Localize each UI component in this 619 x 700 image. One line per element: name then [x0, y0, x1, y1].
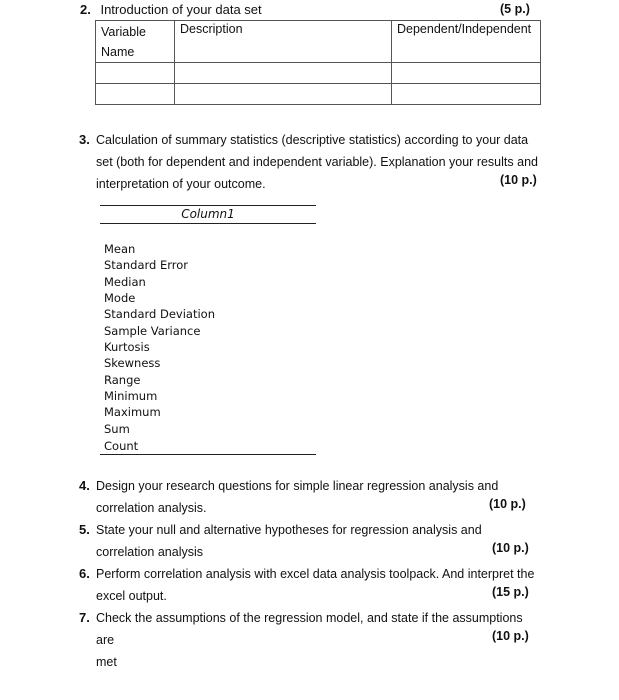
q2-heading	[80, 2, 262, 17]
stat-label-mode: Mode	[104, 291, 136, 305]
stats-bottom-rule	[100, 454, 316, 455]
q6-points: (15 p.)	[492, 585, 529, 599]
table-header-row	[96, 21, 541, 63]
table-cell[interactable]	[96, 63, 175, 84]
q7-line: met	[96, 655, 117, 669]
q4-text	[96, 475, 541, 519]
stats-column-header: Column1	[181, 207, 235, 221]
q4-line: Design your research questions for simple linear regression analysis and	[96, 479, 499, 493]
q6-number: 6.	[79, 566, 90, 581]
q3-text	[96, 129, 541, 195]
q5-line: correlation analysis	[96, 545, 203, 559]
variable-table	[95, 20, 541, 105]
stat-label-minimum: Minimum	[104, 389, 158, 403]
q3-line: set (both for dependent and independent variable). Explanation your results and	[96, 155, 538, 169]
stat-label-sum: Sum	[104, 422, 130, 436]
table-row	[96, 63, 541, 84]
q5-text	[96, 519, 541, 563]
q3-number: 3.	[79, 132, 90, 147]
q3-line: Calculation of summary statistics (descriptive statistics) according to your data	[96, 133, 529, 147]
q7-number: 7.	[79, 610, 90, 625]
q5-number: 5.	[79, 522, 90, 537]
stat-label-maximum: Maximum	[104, 405, 161, 419]
header-description: Description	[175, 21, 392, 63]
q2-title: Introduction of your data set	[100, 2, 262, 17]
q5-line: State your null and alternative hypotheses for regression analysis and	[96, 523, 482, 537]
stat-label-sample-variance: Sample Variance	[104, 324, 201, 338]
q3-line: interpretation of your outcome.	[96, 177, 266, 191]
q4-points: (10 p.)	[489, 497, 526, 511]
stats-header-rule	[100, 223, 316, 224]
q2-points: (5 p.)	[500, 2, 530, 16]
q6-line: excel output.	[96, 589, 167, 603]
stat-label-standard-deviation: Standard Deviation	[104, 307, 215, 321]
stat-label-count: Count	[104, 439, 139, 453]
q7-line: Check the assumptions of the regression model, and state if the assumptions are	[96, 611, 523, 647]
table-cell[interactable]	[175, 63, 392, 84]
header-dependent-independent: Dependent/Independent	[392, 21, 541, 63]
q4-line: correlation analysis.	[96, 501, 207, 515]
stat-label-mean: Mean	[104, 242, 136, 256]
table-cell[interactable]	[96, 84, 175, 105]
stat-label-kurtosis: Kurtosis	[104, 340, 150, 354]
q7-text	[96, 607, 541, 673]
q5-points: (10 p.)	[492, 541, 529, 555]
q4-number: 4.	[79, 478, 90, 493]
stat-label-skewness: Skewness	[104, 356, 161, 370]
table-row	[96, 84, 541, 105]
stats-top-rule	[100, 205, 316, 206]
table-cell[interactable]	[392, 84, 541, 105]
stat-label-median: Median	[104, 275, 146, 289]
q3-points: (10 p.)	[500, 173, 537, 187]
stat-label-standard-error: Standard Error	[104, 258, 189, 272]
q2-number: 2.	[80, 2, 91, 17]
q7-points: (10 p.)	[492, 629, 529, 643]
table-cell[interactable]	[392, 63, 541, 84]
table-cell[interactable]	[175, 84, 392, 105]
stat-label-range: Range	[104, 373, 141, 387]
header-variable-name: Variable Name	[96, 21, 175, 63]
q6-text	[96, 563, 541, 607]
q6-line: Perform correlation analysis with excel data analysis toolpack. And interpret the	[96, 567, 535, 581]
